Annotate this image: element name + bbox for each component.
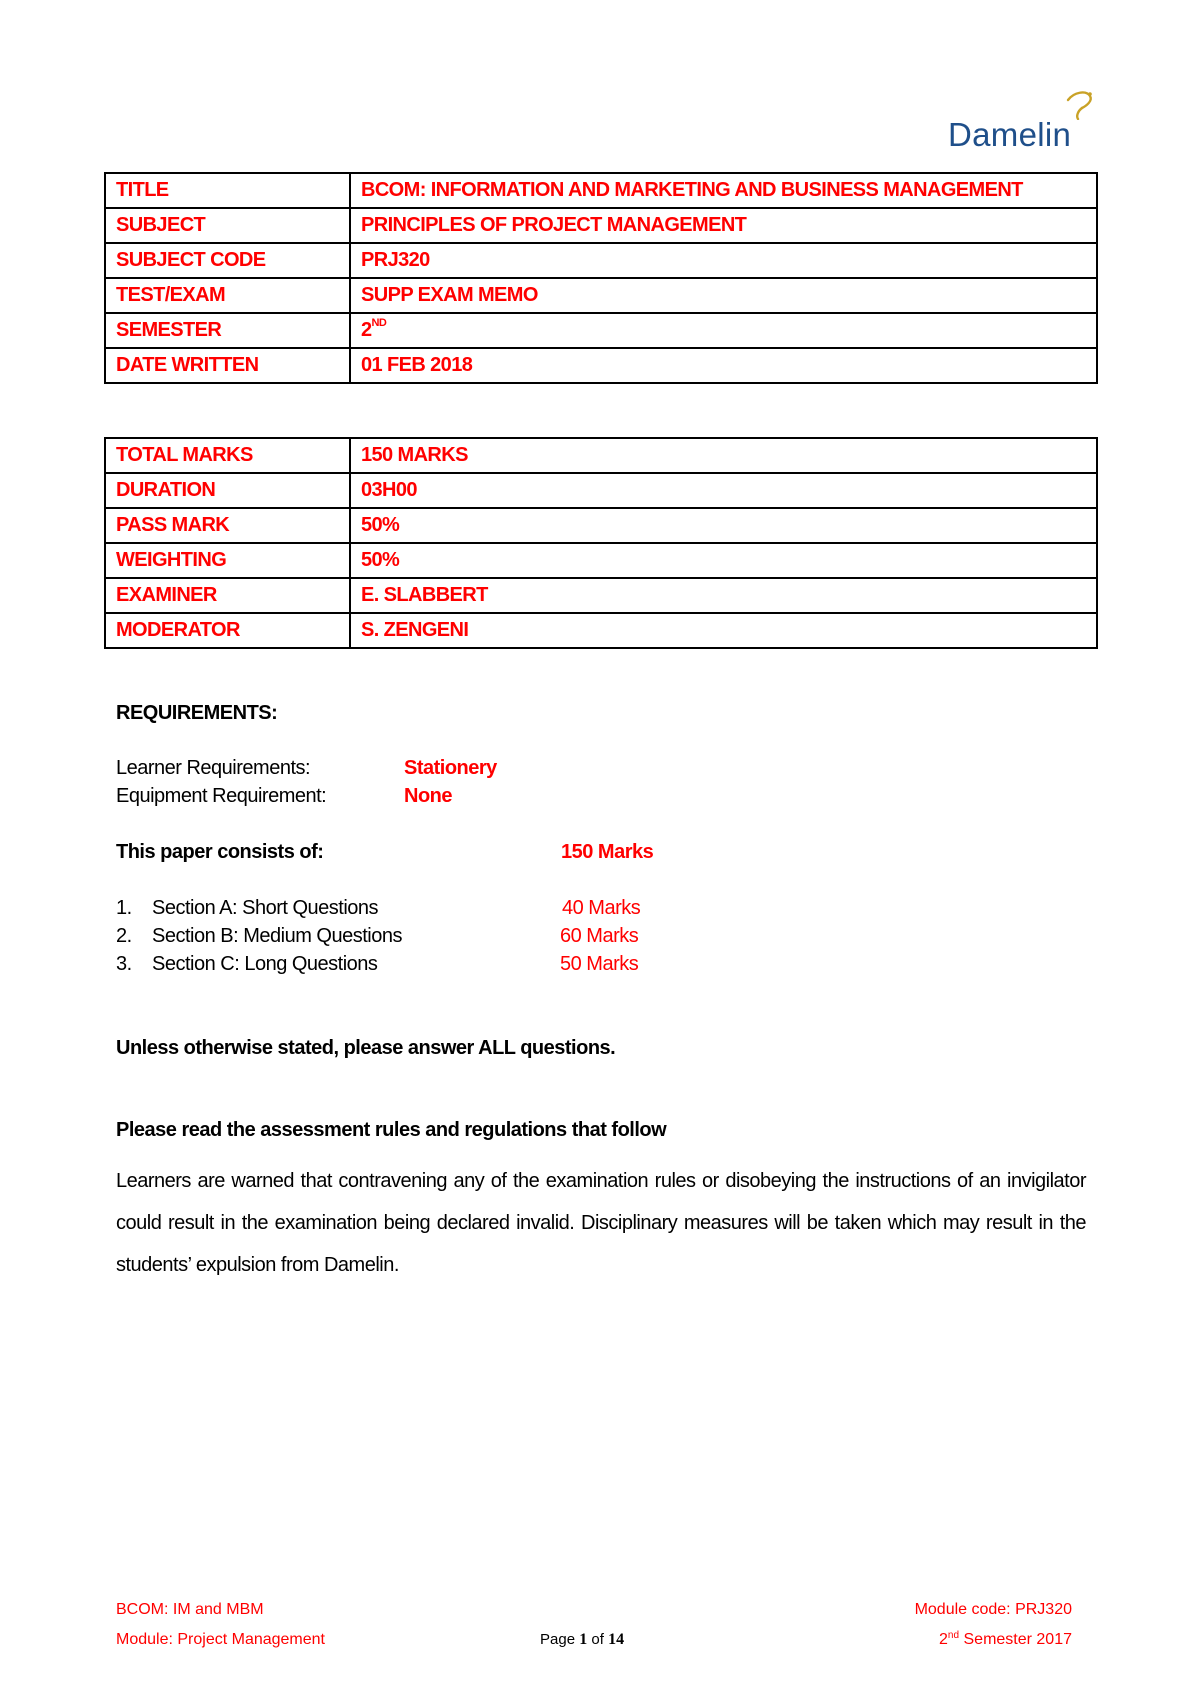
info-key: DURATION [106,474,351,509]
info-key: DATE WRITTEN [106,349,351,382]
info-value: E. SLABBERT [351,579,1096,614]
equipment-requirement-value: None [404,785,452,807]
page-prefix: Page [540,1631,576,1648]
learner-requirements-value: Stationery [404,757,497,779]
table-row [106,314,1096,349]
section-label: Section B: Medium Questions [152,925,402,947]
info-value: 50% [351,509,1096,544]
section-number: 3. [116,953,132,975]
rules-paragraph: Learners are warned that contravening any of the examination rules or disobeying the instructions of an invigilator could result in the examination being declared invalid. Disciplinary measures will be taken which may result in the students’ expulsion from Damelin. [116,1170,1086,1276]
table-row [106,279,1096,314]
table-row [106,349,1096,382]
section-label: Section A: Short Questions [152,897,379,919]
table-row [106,614,1096,647]
info-key: SUBJECT CODE [106,244,351,279]
info-key: SUBJECT [106,209,351,244]
info-value: PRINCIPLES OF PROJECT MANAGEMENT [351,209,1096,244]
section-number: 1. [116,897,132,919]
footer-programme: BCOM: IM and MBM [116,1601,264,1618]
table-row [106,579,1096,614]
footer-semester [939,1631,1072,1649]
footer-semester-num: 2 [939,1631,948,1648]
table-row [106,474,1096,509]
table-row [106,209,1096,244]
footer-semester-rest: Semester 2017 [959,1631,1072,1648]
info-value: PRJ320 [351,244,1096,279]
info-key: PASS MARK [106,509,351,544]
footer-semester-suffix: nd [947,1630,960,1641]
info-key: EXAMINER [106,579,351,614]
current-page: 1 [579,1631,588,1648]
info-key: TITLE [106,174,351,209]
total-pages: 14 [608,1631,625,1648]
requirements-heading: REQUIREMENTS: [116,702,278,724]
page-of: of [591,1631,604,1648]
page-number [540,1631,624,1649]
table-row [106,509,1096,544]
info-value [351,314,1096,349]
info-key: SEMESTER [106,314,351,349]
section-label: Section C: Long Questions [152,953,378,975]
footer-module-code: Module code: PRJ320 [914,1601,1072,1618]
info-value: 50% [351,544,1096,579]
section-marks: 40 Marks [562,897,641,919]
section-marks: 50 Marks [560,953,639,975]
info-value: 03H00 [351,474,1096,509]
equipment-requirement-label: Equipment Requirement: [116,785,327,807]
info-value: SUPP EXAM MEMO [351,279,1096,314]
answer-instruction: Unless otherwise stated, please answer ALL questions. [116,1037,616,1059]
info-value: 150 MARKS [351,439,1096,474]
semester-suffix: ND [371,317,387,329]
table-row [106,244,1096,279]
paper-total-marks: 150 Marks [561,841,654,863]
info-value: S. ZENGENI [361,619,469,641]
info-value: 01 FEB 2018 [361,354,473,376]
table-row [106,174,1096,209]
section-number: 2. [116,925,132,947]
rules-heading: Please read the assessment rules and regulations that follow [116,1119,667,1141]
info-key: TOTAL MARKS [106,439,351,474]
info-key: MODERATOR [106,614,351,647]
marks-info-table [104,437,1098,649]
semester-number: 2 [361,319,372,341]
info-value: BCOM: INFORMATION AND MARKETING AND BUSINESS MANAGEMENT [351,174,1096,209]
section-marks: 60 Marks [560,925,639,947]
info-key: TEST/EXAM [106,279,351,314]
exam-info-table [104,172,1098,384]
learner-requirements-label: Learner Requirements: [116,757,311,779]
logo-text: Damelin [948,116,1072,153]
table-row [106,544,1096,579]
info-key: WEIGHTING [106,544,351,579]
damelin-logo [948,90,1098,152]
table-row [106,439,1096,474]
footer-module: Module: Project Management [116,1631,325,1648]
paper-consists-label: This paper consists of: [116,841,324,863]
